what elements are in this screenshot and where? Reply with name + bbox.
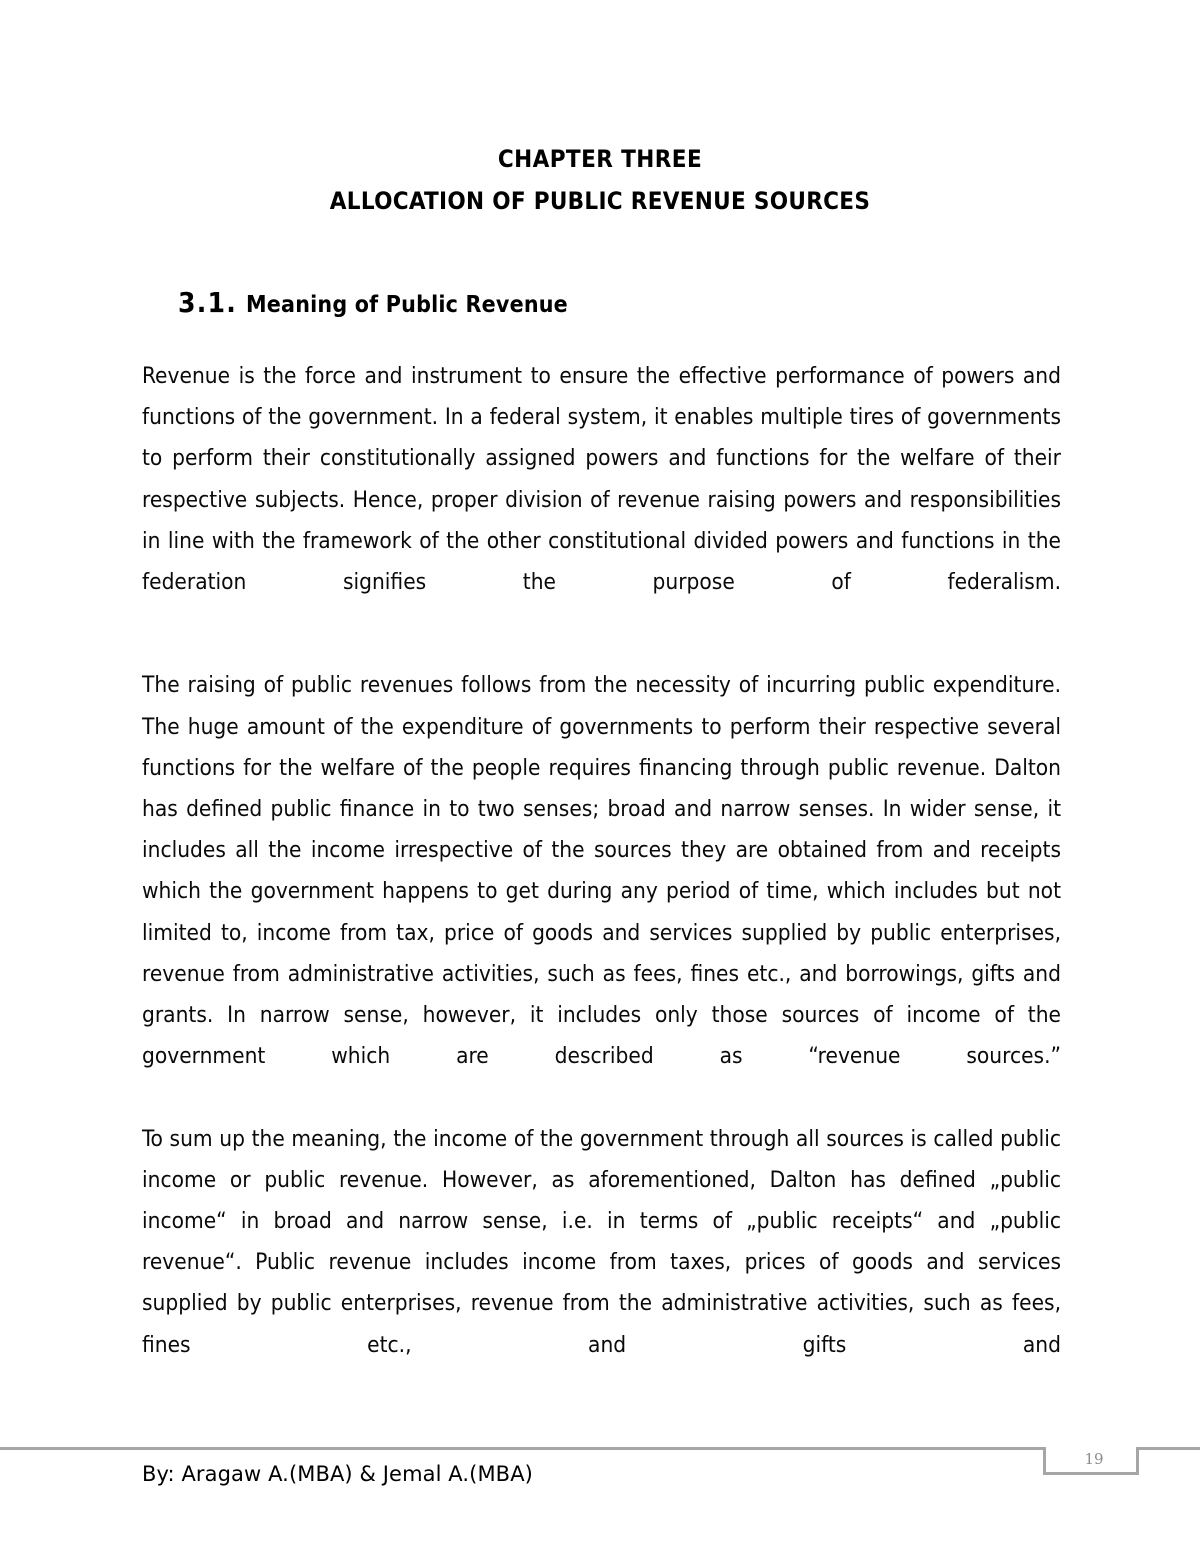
chapter-heading-block: [0, 138, 1200, 222]
body-text-column: [142, 356, 1061, 1407]
page-number-box: [1043, 1447, 1139, 1475]
page-number: 19: [1084, 1450, 1104, 1468]
chapter-title: CHAPTER THREE: [497, 145, 703, 173]
section-title: Meaning of Public Revenue: [246, 292, 568, 318]
chapter-subtitle: ALLOCATION OF PUBLIC REVENUE SOURCES: [329, 187, 871, 215]
footer-divider: [0, 1447, 1200, 1450]
page-footer: [0, 1447, 1200, 1553]
paragraph-2: The raising of public revenues follows from the necessity of incurring public expenditure. The huge amount of the expenditure of governments to perform their respective several functions for the welfare of the people requires financing through public revenue. Dalton has defined public finance in to two senses; broad and narrow senses. In wider sense, it includes all the income irrespective of the sources they are obtained from and receipts which the government happens to get during any period of time, which includes but not limited to, income from tax, price of goods and services supplied by public enterprises, revenue from administrative activities, such as fees, fines etc., and borrowings, gifts and grants. In narrow sense, however, it includes only those sources of income of the government which are described as “revenue sources.”: [142, 672, 1061, 1070]
section-number: 3.1.: [178, 286, 237, 319]
section-heading: [178, 286, 568, 319]
footer-authors: By: Aragaw A.(MBA) & Jemal A.(MBA): [142, 1462, 533, 1486]
paragraph-3: To sum up the meaning, the income of the government through all sources is called public income or public revenue. However, as aforementioned, Dalton has defined „public income“ in broad and narrow sense, i.e. in terms of „public receipts“ and „public revenue“. Public revenue includes income from taxes, prices of goods and services supplied by public enterprises, revenue from the administrative activities, such as fees, fines etc., and gifts and: [142, 1125, 1061, 1358]
paragraph-1: Revenue is the force and instrument to ensure the effective performance of powers and functions of the government. In a federal system, it enables multiple tires of governments to perform their constitutionally assigned powers and functions for the welfare of their respective subjects. Hence, proper division of revenue raising powers and responsibilities in line with the framework of the other constitutional divided powers and functions in the federation signifies the purpose of federalism.: [142, 363, 1061, 596]
